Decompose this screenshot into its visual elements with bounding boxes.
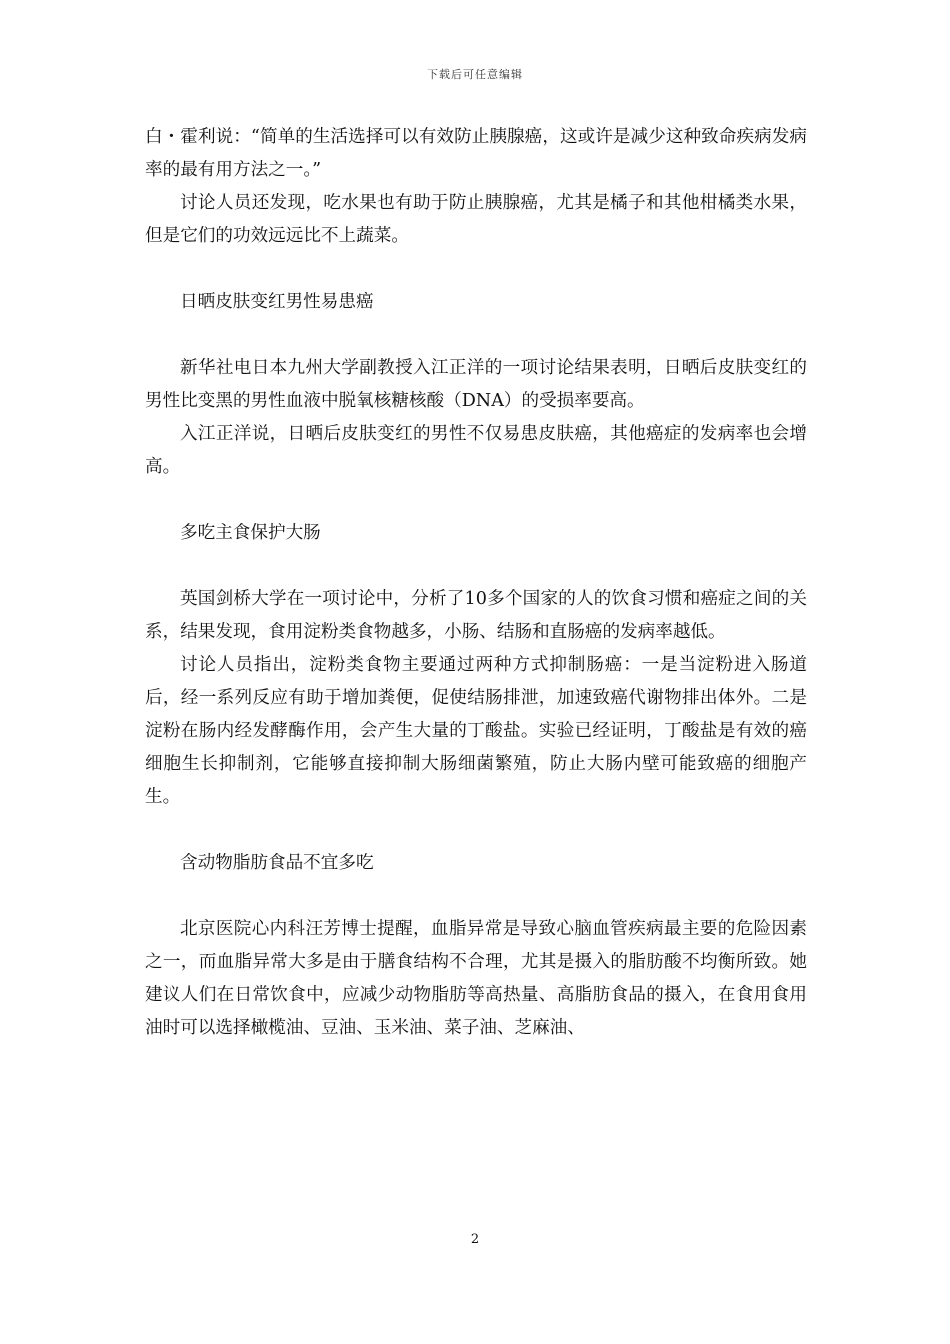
paragraph-spacer (145, 880, 807, 913)
page-number: 2 (470, 1232, 480, 1247)
paragraph-spacer (145, 484, 807, 517)
document-body (145, 121, 807, 1045)
section-heading: 多吃主食保护大肠 (180, 523, 321, 543)
paragraph-spacer (145, 319, 807, 352)
body-paragraph: 入江正洋说，日晒后皮肤变红的男性不仅易患皮肤癌，其他癌症的发病率也会增高。 (145, 424, 807, 477)
page-header: 下载后可任意编辑 (427, 68, 523, 81)
body-paragraph: 讨论人员还发现，吃水果也有助于防止胰腺癌，尤其是橘子和其他柑橘类水果，但是它们的功效远远比不上蔬菜。 (145, 193, 807, 246)
paragraph-spacer (145, 814, 807, 847)
body-paragraph: 北京医院心内科汪芳博士提醒，血脂异常是导致心脑血管疾病最主要的危险因素之一，而血脂异常大多是由于膳食结构不合理，尤其是摄入的脂肪酸不均衡所致。她建议人们在日常饮食中，应减少动物脂肪等高热量、高脂肪食品的摄入，在食用食用油时可以选择橄榄油、豆油、玉米油、菜子油、芝麻油、 (145, 919, 807, 1038)
body-paragraph: 白・霍利说：“简单的生活选择可以有效防止胰腺癌，这或许是减少这种致命疾病发病率的最有用方法之一。” (145, 127, 807, 180)
body-paragraph: 新华社电日本九州大学副教授入江正洋的一项讨论结果表明，日晒后皮肤变红的男性比变黑的男性血液中脱氧核糖核酸（DNA）的受损率要高。 (145, 358, 807, 411)
body-paragraph: 讨论人员指出，淀粉类食物主要通过两种方式抑制肠癌：一是当淀粉进入肠道后，经一系列反应有助于增加粪便，促使结肠排泄，加速致癌代谢物排出体外。二是淀粉在肠内经发酵酶作用，会产生大量的丁酸盐。实验已经证明，丁酸盐是有效的癌细胞生长抑制剂，它能够直接抑制大肠细菌繁殖，防止大肠内壁可能致癌的细胞产生。 (145, 655, 807, 807)
paragraph-spacer (145, 550, 807, 583)
paragraph-spacer (145, 253, 807, 286)
section-heading: 日晒皮肤变红男性易患癌 (180, 292, 374, 312)
section-heading: 含动物脂肪食品不宜多吃 (180, 853, 374, 873)
body-paragraph: 英国剑桥大学在一项讨论中，分析了10多个国家的人的饮食习惯和癌症之间的关系，结果发现，食用淀粉类食物越多，小肠、结肠和直肠癌的发病率越低。 (145, 589, 807, 642)
